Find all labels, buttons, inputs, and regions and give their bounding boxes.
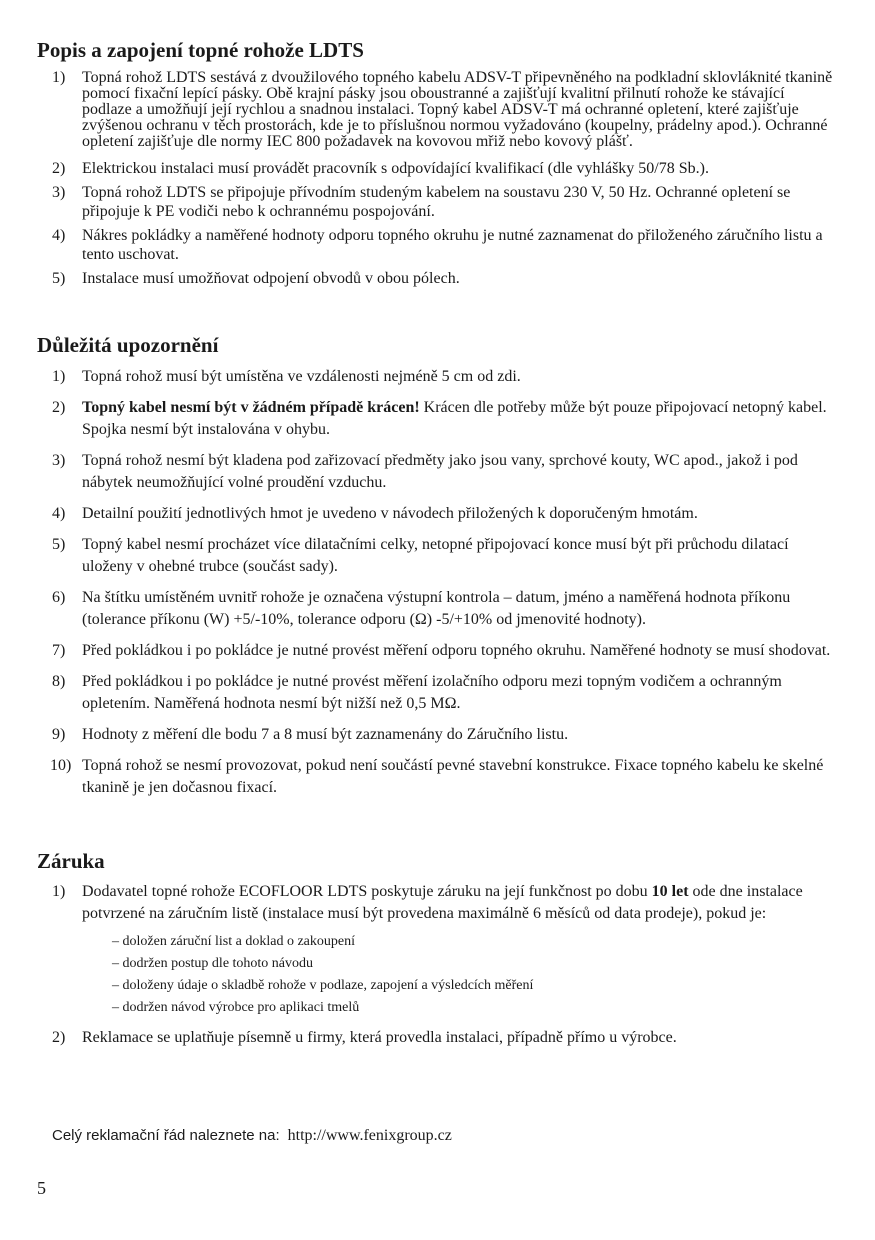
list-popis (0, 70, 875, 293)
item-number: 1) (52, 883, 66, 900)
footer-note-text: Celý reklamační řád naleznete na: (52, 1127, 280, 1144)
item-text: Dodavatel topné rohože ECOFLOOR LDTS poskytuje záruku na její funkčnost po dobu (82, 883, 652, 900)
list-item (0, 159, 875, 178)
item-number: 5) (52, 270, 66, 287)
list-item (0, 450, 875, 494)
item-number: 1) (52, 69, 66, 86)
item-text: Topná rohož LDTS se připojuje přívodním studeným kabelem na soustavu 230 V, 50 Hz. Ochranné opletení se připojuje k PE vodiči nebo k ochrannému pospojování. (82, 184, 791, 220)
item-text: Detailní použití jednotlivých hmot je uvedeno v návodech přiložených k doporučeným hmotám. (82, 505, 698, 522)
condition-item: – dodržen návod výrobce pro aplikaci tmelů (112, 1000, 360, 1015)
list-item (0, 587, 875, 631)
item-text: Před pokládkou i po pokládce je nutné provést měření odporu topného okruhu. Naměřené hodnoty se musí shodovat. (82, 642, 831, 659)
item-text: Nákres pokládky a naměřené hodnoty odporu topného okruhu je nutné zaznamenat do přiloženého záručního listu a tento uschovat. (82, 227, 823, 263)
list-item (0, 397, 875, 441)
warranty-period: 10 let (651, 883, 689, 900)
item-text: Reklamace se uplatňuje písemně u firmy, která provedla instalaci, případně přímo u výrobce. (82, 1029, 677, 1046)
list-item (0, 269, 875, 288)
item-text: Elektrickou instalaci musí provádět pracovník s odpovídající kvalifikací (dle vyhlášky 50/78 Sb.). (82, 160, 709, 177)
list-item (0, 534, 875, 578)
item-text: Topný kabel nesmí procházet více dilatačními celky, netopné připojovací konce musí být při průchodu dilatací uloženy v ohebné trubce (součást sady). (82, 536, 789, 575)
item-number: 10) (50, 757, 72, 774)
item-number: 6) (52, 589, 66, 606)
item-number: 2) (52, 1029, 66, 1046)
list-item (0, 226, 875, 264)
condition-item: – dodržen postup dle tohoto návodu (112, 956, 314, 971)
item-number: 3) (52, 184, 66, 201)
list-item (0, 183, 875, 221)
item-warning-bold: Topný kabel nesmí být v žádném případě krácen! (82, 399, 420, 416)
list-zaruka (0, 881, 875, 1057)
item-text: Topná rohož nesmí být kladena pod zařizovací předměty jako jsou vany, sprchové kouty, WC apod., jakož i pod nábytek neumožňující volné proudění vzduchu. (82, 452, 798, 491)
condition-item: – doloženy údaje o skladbě rohože v podlaze, zapojení a výsledcích měření (112, 978, 534, 993)
item-text: Topná rohož LDTS sestává z dvoužilového topného kabelu ADSV-T připevněného na podkladní sklovláknité tkanině pomocí fixační lepící pásky. Obě krajní pásky jsou oboustranné a zajišťují kvalitní přilnutí rohože ke stávající podlaze a umožňují její rychlou a snadnou instalaci. Topný kabel ADSV-T má ochranné opletení, které zajišťuje zvýšenou ochranu v těch prostorách, kde je to příslušnou normou vyžadováno (koupelny, prádelny apod.). Ochranné opletení zajišťuje dle normy IEC 800 požadavek na kovovou mřiž nebo kovový plášť. (82, 69, 833, 150)
list-item (0, 755, 875, 799)
item-number: 4) (52, 505, 66, 522)
item-text: Před pokládkou i po pokládce je nutné provést měření izolačního odporu mezi topným vodičem a ochranným opletením. Naměřená hodnota nesmí být nižší než 0,5 MΩ. (82, 673, 782, 712)
list-upozorneni (0, 366, 875, 808)
heading-upozorneni: Důležitá upozornění (37, 333, 219, 357)
item-number: 4) (52, 227, 66, 244)
condition-item: – doložen záruční list a doklad o zakoupení (112, 934, 355, 949)
item-number: 7) (52, 642, 66, 659)
item-number: 3) (52, 452, 66, 469)
item-number: 5) (52, 536, 66, 553)
item-text: Topná rohož musí být umístěna ve vzdálenosti nejméně 5 cm od zdi. (82, 368, 521, 385)
warranty-conditions (112, 931, 835, 1019)
list-item (0, 503, 875, 525)
heading-zaruka: Záruka (37, 849, 105, 873)
list-item (0, 70, 875, 150)
item-number: 1) (52, 368, 66, 385)
list-item (0, 366, 875, 388)
item-text: ode dne instalace potvrzené na záručním listě (instalace musí být provedena maximálně 6 měsíců od data prodeje), pokud je: (82, 883, 803, 922)
item-text: Na štítku umístěném uvnitř rohože je označena výstupní kontrola – datum, jméno a naměřená hodnota příkonu (tolerance příkonu (W) +5/-10%, tolerance odporu (Ω) -5/+10% od jmenovité hodnoty). (82, 589, 791, 628)
page-number: 5 (37, 1178, 46, 1198)
item-text: Topná rohož se nesmí provozovat, pokud není součástí pevné stavební konstrukce. Fixace topného kabelu ke skelné tkanině je jen dočasnou fixací. (82, 757, 824, 796)
heading-popis: Popis a zapojení topné rohože LDTS (37, 38, 364, 62)
list-item (0, 671, 875, 715)
footer-url[interactable]: http://www.fenixgroup.cz (287, 1127, 452, 1144)
footer-note (52, 1127, 452, 1145)
item-number: 8) (52, 673, 66, 690)
item-number: 9) (52, 726, 66, 743)
item-text: Instalace musí umožňovat odpojení obvodů v obou pólech. (82, 270, 460, 287)
list-item (0, 881, 875, 1019)
item-number: 2) (52, 160, 66, 177)
list-item (0, 640, 875, 662)
list-item (0, 1027, 875, 1049)
item-text: Hodnoty z měření dle bodu 7 a 8 musí být zaznamenány do Záručního listu. (82, 726, 569, 743)
item-text: Krácen dle potřeby může být pouze připojovací netopný kabel. Spojka nesmí být instalována v ohybu. (82, 399, 827, 438)
item-number: 2) (52, 399, 66, 416)
list-item (0, 724, 875, 746)
